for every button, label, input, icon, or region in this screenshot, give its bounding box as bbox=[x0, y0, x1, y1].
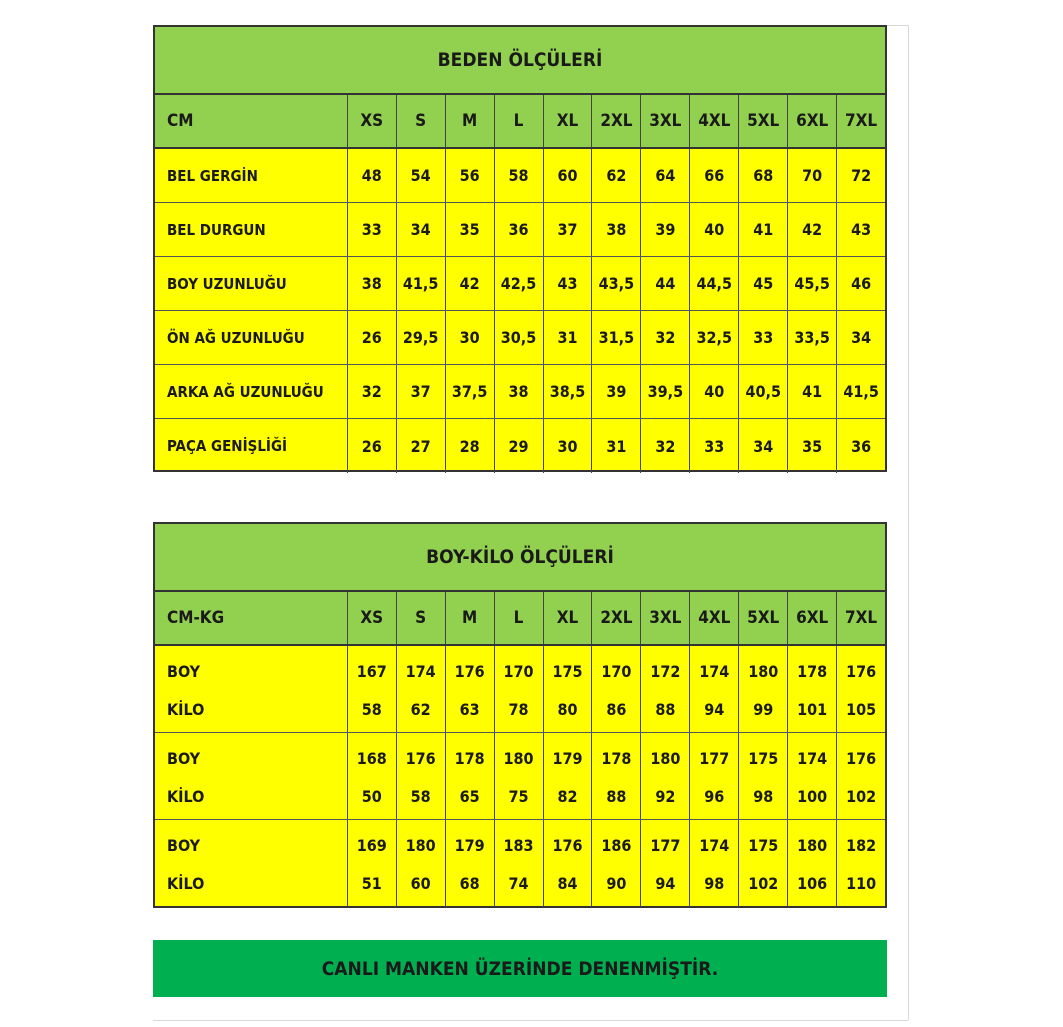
kilo-value: 51 bbox=[361, 874, 382, 894]
value-cell: 42 bbox=[445, 257, 494, 310]
value-cell bbox=[787, 820, 836, 907]
value-cell: 42 bbox=[787, 203, 836, 256]
boy-value: 180 bbox=[503, 748, 534, 768]
value-cell: 66 bbox=[689, 149, 738, 202]
table-body bbox=[155, 149, 885, 470]
value-cell: 41 bbox=[738, 203, 787, 256]
value-cell bbox=[738, 646, 787, 732]
value-cell: 43 bbox=[543, 257, 592, 310]
row-label: ÖN AĞ UZUNLUĞU bbox=[167, 328, 305, 347]
table-title: BOY-KİLO ÖLÇÜLERİ bbox=[155, 524, 885, 592]
header-size: M bbox=[445, 592, 494, 644]
header-size: 5XL bbox=[738, 95, 787, 147]
boy-value: 176 bbox=[454, 661, 485, 681]
value-cell: 41 bbox=[787, 365, 836, 418]
row-labels bbox=[155, 733, 347, 819]
kilo-value: 58 bbox=[410, 786, 431, 806]
value-cell: 38,5 bbox=[543, 365, 592, 418]
value-cell: 39,5 bbox=[640, 365, 689, 418]
value-cell: 33 bbox=[738, 311, 787, 364]
value-cell: 56 bbox=[445, 149, 494, 202]
kilo-value: 60 bbox=[410, 874, 431, 894]
value-cell: 41,5 bbox=[396, 257, 445, 310]
header-size: XL bbox=[543, 592, 592, 644]
header-size: 3XL bbox=[640, 592, 689, 644]
value-cell: 34 bbox=[738, 419, 787, 473]
value-cell bbox=[445, 733, 494, 819]
value-cell bbox=[787, 733, 836, 819]
value-cell: 38 bbox=[347, 257, 396, 310]
kilo-value: 84 bbox=[557, 874, 578, 894]
table-row-group bbox=[155, 820, 885, 907]
value-cell: 38 bbox=[591, 203, 640, 256]
table-title: BEDEN ÖLÇÜLERİ bbox=[155, 27, 885, 95]
header-size: L bbox=[494, 592, 543, 644]
value-cell: 40 bbox=[689, 203, 738, 256]
value-cell bbox=[445, 646, 494, 732]
kilo-value: 98 bbox=[704, 874, 725, 894]
header-size: XS bbox=[347, 95, 396, 147]
boy-value: 186 bbox=[601, 835, 632, 855]
table-row bbox=[155, 203, 885, 257]
kilo-value: 106 bbox=[797, 874, 828, 894]
kilo-value: 65 bbox=[459, 786, 480, 806]
value-cell: 29 bbox=[494, 419, 543, 473]
boy-value: 175 bbox=[552, 661, 583, 681]
value-cell: 45 bbox=[738, 257, 787, 310]
value-cell: 70 bbox=[787, 149, 836, 202]
row-label: PAÇA GENİŞLİĞİ bbox=[167, 437, 288, 455]
boy-label: BOY bbox=[167, 748, 201, 768]
value-cell: 41,5 bbox=[836, 365, 885, 418]
value-cell bbox=[836, 733, 885, 819]
value-cell: 37,5 bbox=[445, 365, 494, 418]
value-cell: 58 bbox=[494, 149, 543, 202]
boy-label: BOY bbox=[167, 661, 201, 681]
kilo-value: 62 bbox=[410, 699, 431, 719]
kilo-value: 102 bbox=[846, 786, 877, 806]
boy-value: 174 bbox=[699, 835, 730, 855]
boy-value: 179 bbox=[552, 748, 583, 768]
value-cell: 38 bbox=[494, 365, 543, 418]
value-cell: 37 bbox=[543, 203, 592, 256]
value-cell bbox=[640, 733, 689, 819]
value-cell: 26 bbox=[347, 311, 396, 364]
value-cell bbox=[396, 820, 445, 907]
header-size: XS bbox=[347, 592, 396, 644]
kilo-value: 78 bbox=[508, 699, 529, 719]
value-cell: 32 bbox=[640, 419, 689, 473]
boy-value: 174 bbox=[699, 661, 730, 681]
value-cell bbox=[445, 820, 494, 907]
value-cell bbox=[543, 646, 592, 732]
header-size: M bbox=[445, 95, 494, 147]
value-cell bbox=[396, 646, 445, 732]
row-label: BOY UZUNLUĞU bbox=[167, 274, 287, 293]
value-cell bbox=[738, 820, 787, 907]
value-cell: 42,5 bbox=[494, 257, 543, 310]
kilo-value: 100 bbox=[797, 786, 828, 806]
header-size: 5XL bbox=[738, 592, 787, 644]
kilo-value: 102 bbox=[748, 874, 779, 894]
value-cell: 31 bbox=[591, 419, 640, 473]
boy-value: 182 bbox=[846, 835, 877, 855]
boy-value: 176 bbox=[552, 835, 583, 855]
value-cell: 29,5 bbox=[396, 311, 445, 364]
kilo-value: 96 bbox=[704, 786, 725, 806]
boy-value: 174 bbox=[797, 748, 828, 768]
header-size: S bbox=[396, 95, 445, 147]
value-cell: 43 bbox=[836, 203, 885, 256]
boy-value: 170 bbox=[503, 661, 534, 681]
kilo-value: 58 bbox=[361, 699, 382, 719]
boy-value: 174 bbox=[405, 661, 436, 681]
value-cell: 36 bbox=[836, 419, 885, 473]
kilo-value: 88 bbox=[606, 786, 627, 806]
header-size: L bbox=[494, 95, 543, 147]
value-cell: 48 bbox=[347, 149, 396, 202]
boy-value: 170 bbox=[601, 661, 632, 681]
header-unit-label: CM bbox=[167, 111, 194, 131]
boy-value: 180 bbox=[405, 835, 436, 855]
value-cell: 33,5 bbox=[787, 311, 836, 364]
value-cell: 54 bbox=[396, 149, 445, 202]
kilo-label: KİLO bbox=[167, 786, 205, 806]
kilo-value: 90 bbox=[606, 874, 627, 894]
table-header-row bbox=[155, 592, 885, 646]
boy-value: 176 bbox=[846, 748, 877, 768]
header-size: 3XL bbox=[640, 95, 689, 147]
frame-border-bottom bbox=[153, 1020, 908, 1021]
value-cell bbox=[836, 820, 885, 907]
value-cell: 44 bbox=[640, 257, 689, 310]
value-cell bbox=[347, 646, 396, 732]
kilo-value: 80 bbox=[557, 699, 578, 719]
boy-value: 176 bbox=[405, 748, 436, 768]
boy-value: 180 bbox=[748, 661, 779, 681]
boy-value: 183 bbox=[503, 835, 534, 855]
value-cell bbox=[787, 646, 836, 732]
value-cell: 33 bbox=[689, 419, 738, 473]
kilo-value: 99 bbox=[753, 699, 774, 719]
row-labels bbox=[155, 820, 347, 907]
value-cell bbox=[640, 646, 689, 732]
kilo-value: 94 bbox=[655, 874, 676, 894]
kilo-value: 68 bbox=[459, 874, 480, 894]
value-cell bbox=[689, 733, 738, 819]
table-row bbox=[155, 419, 885, 473]
header-size: 2XL bbox=[591, 592, 640, 644]
table-body bbox=[155, 646, 885, 906]
value-cell: 39 bbox=[591, 365, 640, 418]
value-cell bbox=[689, 646, 738, 732]
value-cell: 39 bbox=[640, 203, 689, 256]
value-cell: 40,5 bbox=[738, 365, 787, 418]
table-row-group bbox=[155, 733, 885, 820]
kilo-value: 94 bbox=[704, 699, 725, 719]
boy-value: 168 bbox=[356, 748, 387, 768]
header-size: 7XL bbox=[836, 95, 885, 147]
kilo-value: 74 bbox=[508, 874, 529, 894]
value-cell: 27 bbox=[396, 419, 445, 473]
value-cell: 43,5 bbox=[591, 257, 640, 310]
value-cell: 64 bbox=[640, 149, 689, 202]
table-row bbox=[155, 365, 885, 419]
row-label: BEL GERGİN bbox=[167, 166, 258, 185]
value-cell: 31 bbox=[543, 311, 592, 364]
header-size: 6XL bbox=[787, 592, 836, 644]
table-row bbox=[155, 257, 885, 311]
kilo-value: 105 bbox=[846, 699, 877, 719]
value-cell bbox=[347, 733, 396, 819]
value-cell: 32,5 bbox=[689, 311, 738, 364]
value-cell: 28 bbox=[445, 419, 494, 473]
value-cell: 44,5 bbox=[689, 257, 738, 310]
value-cell: 32 bbox=[347, 365, 396, 418]
value-cell bbox=[738, 733, 787, 819]
value-cell bbox=[543, 733, 592, 819]
value-cell bbox=[494, 646, 543, 732]
kilo-label: KİLO bbox=[167, 699, 205, 719]
value-cell bbox=[494, 820, 543, 907]
kilo-value: 75 bbox=[508, 786, 529, 806]
value-cell: 68 bbox=[738, 149, 787, 202]
boy-value: 175 bbox=[748, 835, 779, 855]
kilo-value: 88 bbox=[655, 699, 676, 719]
value-cell: 30,5 bbox=[494, 311, 543, 364]
boy-value: 178 bbox=[601, 748, 632, 768]
footer-banner: CANLI MANKEN ÜZERİNDE DENENMİŞTİR. bbox=[153, 940, 887, 997]
value-cell bbox=[640, 820, 689, 907]
boy-value: 180 bbox=[650, 748, 681, 768]
value-cell: 35 bbox=[445, 203, 494, 256]
kilo-value: 101 bbox=[797, 699, 828, 719]
value-cell: 62 bbox=[591, 149, 640, 202]
header-size: XL bbox=[543, 95, 592, 147]
boy-value: 167 bbox=[356, 661, 387, 681]
table-header-row bbox=[155, 95, 885, 149]
header-size: 4XL bbox=[689, 95, 738, 147]
value-cell bbox=[347, 820, 396, 907]
header-size: S bbox=[396, 592, 445, 644]
header-size: 2XL bbox=[591, 95, 640, 147]
value-cell: 37 bbox=[396, 365, 445, 418]
table-row bbox=[155, 311, 885, 365]
table-row-group bbox=[155, 646, 885, 733]
value-cell: 30 bbox=[445, 311, 494, 364]
row-labels bbox=[155, 646, 347, 732]
value-cell bbox=[836, 646, 885, 732]
value-cell bbox=[591, 733, 640, 819]
header-size: 4XL bbox=[689, 592, 738, 644]
boy-value: 175 bbox=[748, 748, 779, 768]
boy-label: BOY bbox=[167, 835, 201, 855]
value-cell bbox=[494, 733, 543, 819]
value-cell bbox=[689, 820, 738, 907]
value-cell: 40 bbox=[689, 365, 738, 418]
value-cell: 31,5 bbox=[591, 311, 640, 364]
header-size: 6XL bbox=[787, 95, 836, 147]
value-cell bbox=[591, 646, 640, 732]
kilo-value: 63 bbox=[459, 699, 480, 719]
header-size: 7XL bbox=[836, 592, 885, 644]
value-cell: 72 bbox=[836, 149, 885, 202]
frame-border-right bbox=[908, 25, 909, 1020]
size-measurements-table bbox=[153, 25, 887, 472]
value-cell: 34 bbox=[396, 203, 445, 256]
value-cell: 34 bbox=[836, 311, 885, 364]
kilo-value: 92 bbox=[655, 786, 676, 806]
kilo-value: 98 bbox=[753, 786, 774, 806]
value-cell: 26 bbox=[347, 419, 396, 473]
value-cell: 45,5 bbox=[787, 257, 836, 310]
value-cell: 36 bbox=[494, 203, 543, 256]
boy-value: 172 bbox=[650, 661, 681, 681]
kilo-value: 82 bbox=[557, 786, 578, 806]
boy-value: 179 bbox=[454, 835, 485, 855]
value-cell: 33 bbox=[347, 203, 396, 256]
boy-value: 176 bbox=[846, 661, 877, 681]
boy-value: 178 bbox=[454, 748, 485, 768]
kilo-value: 50 bbox=[361, 786, 382, 806]
kilo-value: 110 bbox=[846, 874, 877, 894]
value-cell: 32 bbox=[640, 311, 689, 364]
boy-value: 180 bbox=[797, 835, 828, 855]
value-cell: 30 bbox=[543, 419, 592, 473]
boy-value: 177 bbox=[699, 748, 730, 768]
kilo-label: KİLO bbox=[167, 874, 205, 894]
boy-value: 178 bbox=[797, 661, 828, 681]
table-row bbox=[155, 149, 885, 203]
boy-value: 169 bbox=[356, 835, 387, 855]
value-cell: 35 bbox=[787, 419, 836, 473]
value-cell: 60 bbox=[543, 149, 592, 202]
value-cell bbox=[591, 820, 640, 907]
kilo-value: 86 bbox=[606, 699, 627, 719]
row-label: ARKA AĞ UZUNLUĞU bbox=[167, 382, 324, 401]
header-unit-label: CM-KG bbox=[167, 608, 225, 628]
value-cell: 46 bbox=[836, 257, 885, 310]
boy-value: 177 bbox=[650, 835, 681, 855]
value-cell bbox=[396, 733, 445, 819]
row-label: BEL DURGUN bbox=[167, 220, 266, 239]
height-weight-table bbox=[153, 522, 887, 908]
value-cell bbox=[543, 820, 592, 907]
